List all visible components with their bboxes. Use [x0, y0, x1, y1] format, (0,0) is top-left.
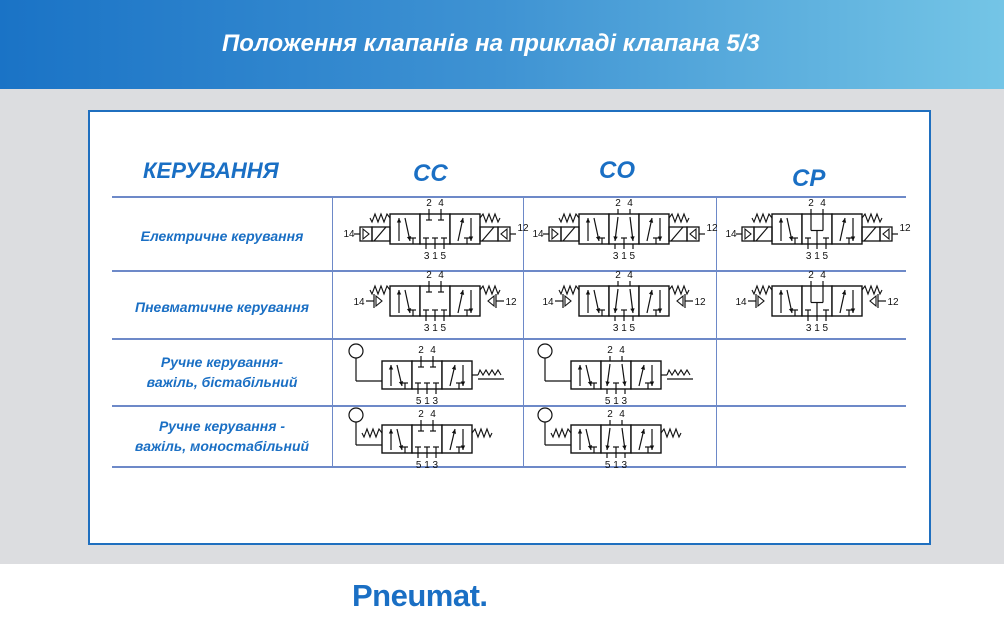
right-spring — [661, 429, 681, 437]
footer — [0, 564, 1004, 630]
valve-position-2 — [832, 214, 862, 244]
port-4-label: 4 — [438, 198, 444, 209]
right-pilot-triangle — [870, 296, 876, 306]
row-label-manual-monostable-line2: важіль, моностабільний — [134, 438, 310, 454]
left-pilot-triangle — [565, 296, 571, 306]
left-pilot-triangle — [552, 229, 558, 239]
row-label-electric: Електричне керування — [140, 228, 304, 244]
port-2-label: 2 — [418, 345, 424, 356]
header-control: КЕРУВАННЯ — [143, 158, 279, 183]
right-solenoid — [480, 227, 498, 241]
header-co: CO — [599, 157, 635, 184]
port-4-label: 4 — [430, 409, 436, 420]
right-spring — [669, 286, 689, 294]
left-solenoid — [754, 227, 772, 241]
right-pilot-box — [498, 227, 510, 241]
left-spring — [370, 214, 390, 222]
valve-pneumatic-cc — [342, 272, 522, 338]
left-pilot-triangle — [363, 229, 369, 239]
grid-col-1 — [332, 196, 333, 468]
port-bottom-label: 3 1 5 — [423, 251, 447, 262]
port-12-label: 12 — [517, 223, 529, 234]
port-2-label: 2 — [615, 198, 621, 209]
row-label-manual-bistable-line2: важіль, бістабільний — [146, 374, 298, 390]
detent-notches — [478, 370, 501, 375]
left-spring — [752, 214, 772, 222]
valve-position-2 — [631, 361, 661, 389]
port-14-label: 14 — [735, 297, 747, 308]
right-pilot-triangle — [501, 229, 507, 239]
grid-col-3 — [716, 196, 717, 468]
port-4-label: 4 — [627, 270, 633, 281]
left-spring — [551, 429, 571, 437]
left-spring — [559, 286, 579, 294]
left-solenoid — [561, 227, 579, 241]
row-label-manual-monostable-line1: Ручне керування - — [158, 418, 286, 434]
port-12-label: 12 — [899, 223, 911, 234]
grid-line-header — [112, 196, 906, 198]
valve-position-2 — [450, 214, 480, 244]
port-bottom-label: 3 1 5 — [423, 323, 447, 334]
port-bottom-label: 5 1 3 — [415, 396, 439, 407]
port-bottom-label: 3 1 5 — [612, 323, 636, 334]
lever-knob — [538, 344, 552, 358]
right-solenoid-slash — [671, 227, 683, 241]
valve-pneumatic-cp — [724, 272, 904, 338]
left-spring — [370, 286, 390, 294]
valve-manual-bistable-cc — [342, 341, 522, 407]
right-pilot-triangle — [690, 229, 696, 239]
right-solenoid-slash — [864, 227, 876, 241]
lever-knob — [538, 408, 552, 422]
port-14-label: 14 — [542, 297, 554, 308]
left-pilot-triangle — [376, 296, 382, 306]
left-spring — [752, 286, 772, 294]
left-spring — [559, 214, 579, 222]
port-4-label: 4 — [820, 198, 826, 209]
page-title: Положення клапанів на прикладі клапана 5/3 — [222, 30, 760, 57]
row-label-manual-bistable — [112, 352, 332, 392]
right-spring — [472, 429, 492, 437]
grid-col-2 — [523, 196, 524, 468]
port-bottom-label: 3 1 5 — [612, 251, 636, 262]
valve-position-2 — [639, 214, 669, 244]
port-bottom-label: 3 1 5 — [805, 251, 829, 262]
right-spring — [862, 286, 882, 294]
row-label-manual-bistable-line1: Ручне керування- — [160, 354, 284, 370]
pneumat-logo: Pneumat. — [352, 578, 488, 613]
header-banner — [0, 0, 1004, 89]
port-2-label: 2 — [808, 198, 814, 209]
right-spring — [480, 214, 500, 222]
port-4-label: 4 — [820, 270, 826, 281]
right-spring — [480, 286, 500, 294]
valve-position-2 — [832, 286, 862, 316]
valve-manual-monostable-co — [531, 405, 711, 471]
valve-position-2 — [442, 425, 472, 453]
port-2-label: 2 — [607, 345, 613, 356]
lever-knob — [349, 408, 363, 422]
port-4-label: 4 — [619, 409, 625, 420]
left-pilot-triangle — [745, 229, 751, 239]
port-2-label: 2 — [607, 409, 613, 420]
port-12-label: 12 — [505, 297, 517, 308]
port-12-label: 12 — [887, 297, 899, 308]
left-pilot-box — [549, 227, 561, 241]
port-2-label: 2 — [418, 409, 424, 420]
right-pilot-box — [880, 227, 892, 241]
valve-manual-bistable-co — [531, 341, 711, 407]
right-spring — [669, 214, 689, 222]
port-bottom-label: 5 1 3 — [604, 460, 628, 471]
port-14-label: 14 — [353, 297, 365, 308]
valve-position-2 — [631, 425, 661, 453]
valve-pneumatic-co — [531, 272, 711, 338]
port-4-label: 4 — [619, 345, 625, 356]
right-solenoid-slash — [482, 227, 494, 241]
valve-electric-cp — [724, 198, 911, 268]
left-solenoid — [372, 227, 390, 241]
row-label-manual-monostable — [112, 416, 332, 456]
right-pilot-box — [687, 227, 699, 241]
port-4-label: 4 — [627, 198, 633, 209]
valve-electric-cc — [342, 198, 529, 268]
left-solenoid-slash — [756, 227, 768, 241]
port-2-label: 2 — [426, 198, 432, 209]
port-2-label: 2 — [615, 270, 621, 281]
right-pilot-triangle — [883, 229, 889, 239]
lever-knob — [349, 344, 363, 358]
valve-manual-monostable-cc — [342, 405, 522, 471]
right-solenoid — [669, 227, 687, 241]
port-14-label: 14 — [725, 229, 737, 240]
right-solenoid — [862, 227, 880, 241]
right-pilot-triangle — [677, 296, 683, 306]
left-solenoid-slash — [563, 227, 575, 241]
port-bottom-label: 3 1 5 — [805, 323, 829, 334]
valve-position-2 — [639, 286, 669, 316]
row-label-pneumatic: Пневматичне керування — [135, 299, 309, 315]
valve-position-2 — [450, 286, 480, 316]
left-pilot-box — [360, 227, 372, 241]
port-bottom-label: 5 1 3 — [415, 460, 439, 471]
left-solenoid-slash — [374, 227, 386, 241]
right-spring — [862, 214, 882, 222]
right-pilot-triangle — [488, 296, 494, 306]
left-pilot-triangle — [758, 296, 764, 306]
grid-line-row2 — [112, 338, 906, 340]
port-14-label: 14 — [343, 229, 355, 240]
valve-position-2 — [442, 361, 472, 389]
port-2-label: 2 — [426, 270, 432, 281]
port-12-label: 12 — [706, 223, 718, 234]
port-12-label: 12 — [694, 297, 706, 308]
valve-electric-co — [531, 198, 718, 268]
header-cp: CP — [792, 165, 826, 192]
left-pilot-box — [742, 227, 754, 241]
port-bottom-label: 5 1 3 — [604, 396, 628, 407]
header-cc: CC — [413, 160, 448, 187]
port-4-label: 4 — [430, 345, 436, 356]
detent-notches — [667, 370, 690, 375]
port-14-label: 14 — [532, 229, 544, 240]
port-4-label: 4 — [438, 270, 444, 281]
port-2-label: 2 — [808, 270, 814, 281]
left-spring — [362, 429, 382, 437]
